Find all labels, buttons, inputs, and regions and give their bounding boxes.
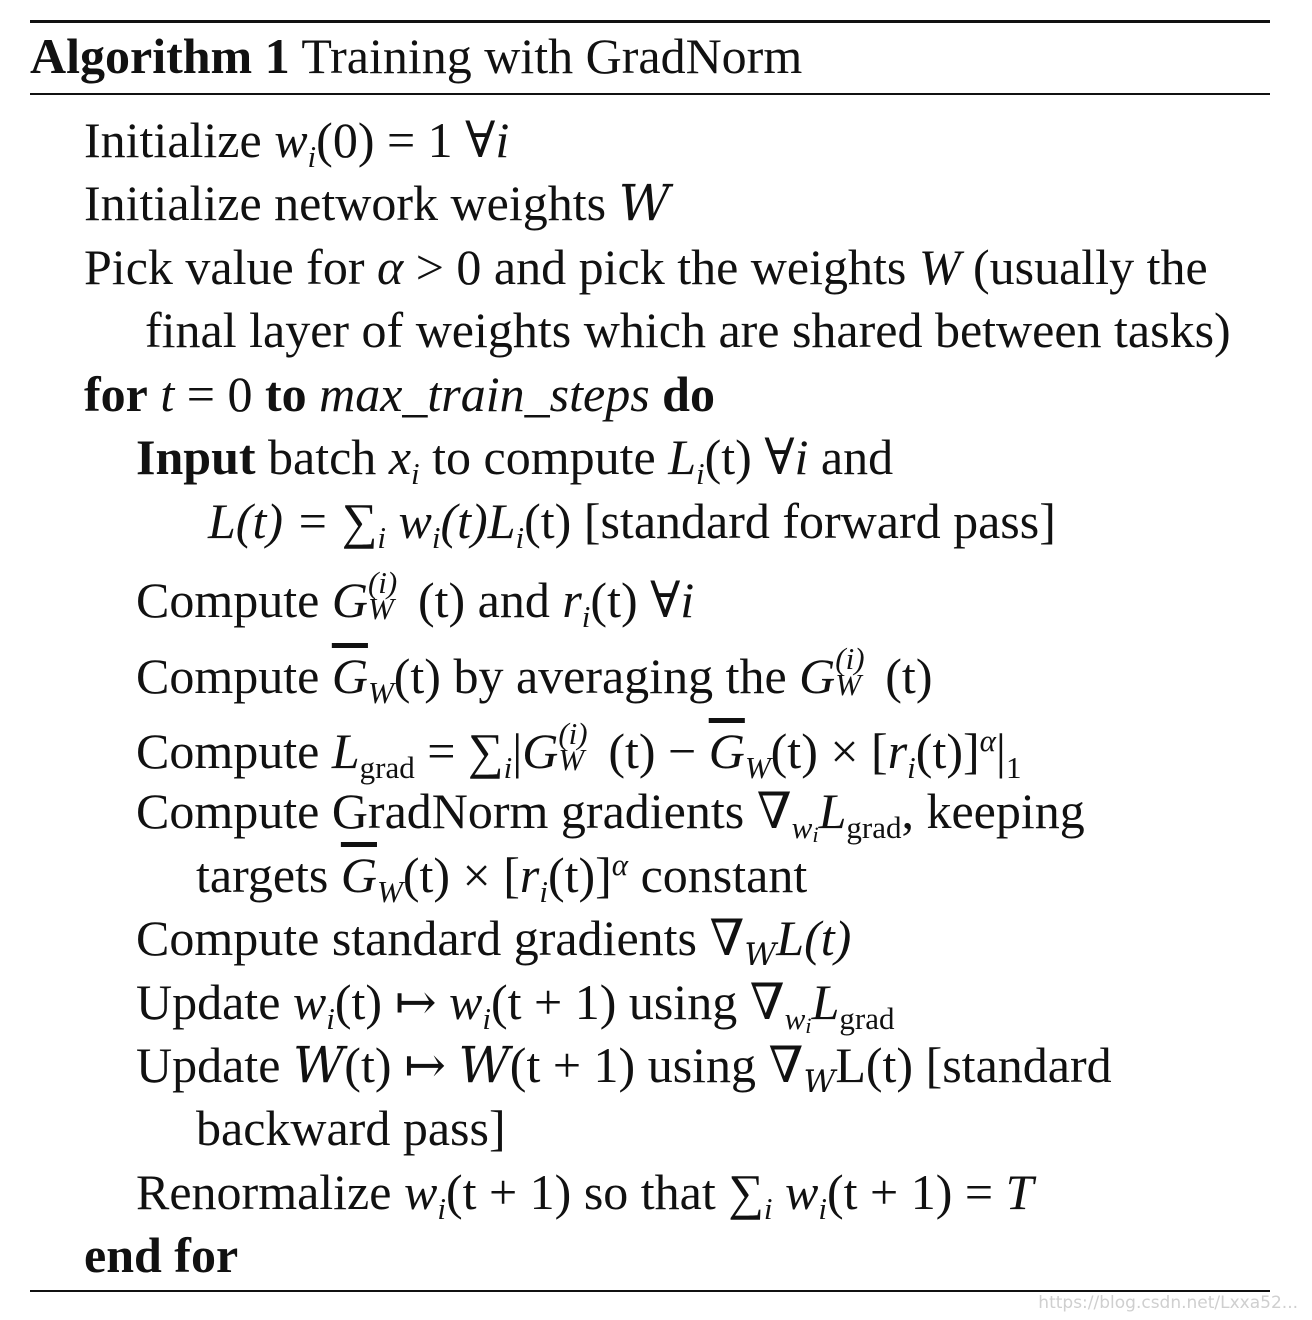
line-forward-pass: L(t) = ∑i wi(t)Li(t) [standard forward pass] — [208, 493, 1056, 555]
algorithm-header — [30, 26, 802, 86]
line-pick-alpha-cont: final layer of weights which are shared between tasks) — [145, 302, 1231, 358]
algorithm-label: Algorithm 1 — [30, 28, 290, 84]
line-init-network: Initialize network weights W — [84, 174, 670, 232]
line-pick-alpha: Pick value for α > 0 and pick the weights W (usually the — [84, 239, 1208, 295]
watermark: https://blog.csdn.net/Lxxa52... — [1038, 1293, 1298, 1313]
line-update-network-cont: backward pass] — [196, 1100, 506, 1156]
line-renormalize: Renormalize wi(t + 1) so that ∑i wi(t + 1) = T — [136, 1164, 1034, 1226]
line-update-weights: Update wi(t) ↦ wi(t + 1) using $\nabla w_iLgrad$ — [136, 974, 895, 1038]
line-end-for: end for — [84, 1227, 239, 1283]
line-input-batch: Input batch xi to compute Li(t) ∀i and — [136, 429, 894, 491]
line-compute-Lgrad: Compute Lgrad = ∑i|G (i) W $(t) - \overline{G}W(t) \times [ri(t)]^\alpha|1$ — [136, 716, 1022, 785]
line-gradnorm-targets: targets $\overline{G}W(t) \times [ri(t)]^\alpha$ constant — [196, 846, 808, 909]
top-rule — [30, 20, 1270, 23]
line-standard-gradients: Compute standard gradients ∇WL(t) — [136, 910, 852, 973]
line-init-weights: Initialize wi(0) = 1 ∀i — [84, 112, 510, 174]
line-gradnorm-gradients: Compute GradNorm gradients $\nabla w_iLgrad$, keeping — [136, 783, 1085, 847]
algorithm-title: Training with GradNorm — [301, 28, 803, 84]
line-for-loop: for t = 0 to max_train_steps do — [84, 366, 715, 422]
line-update-network: Update W(t) ↦ W(t + 1) using ∇WL(t) [standard — [136, 1036, 1112, 1100]
line-compute-Gbar: Compute $\overline{G}W(t)$ by averaging the G (i) W (t) — [136, 641, 933, 710]
bottom-rule — [30, 1290, 1270, 1292]
line-compute-G-r: Compute G (i) W (t) and ri(t) ∀i — [136, 565, 695, 634]
header-rule — [30, 93, 1270, 95]
